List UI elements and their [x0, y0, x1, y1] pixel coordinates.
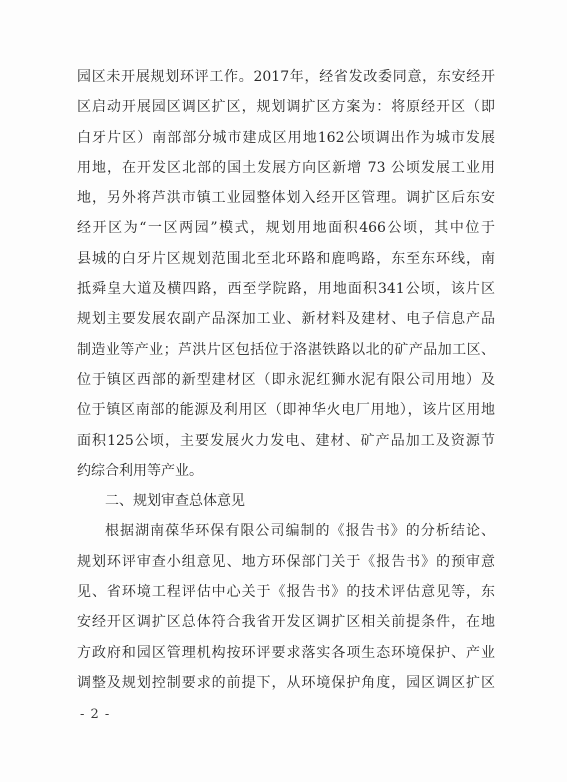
text-line: 地，另外将芦洪市镇工业园整体划入经开区管理。调扩区后东安: [77, 190, 495, 207]
text-line: 白牙片区）南部部分城市建成区用地162公顷调出作为城市发展: [77, 129, 495, 146]
text-line: 用地，在开发区北部的国土发展方向区新增 73 公顷发展工业用: [77, 159, 495, 176]
body-text: [77, 62, 495, 698]
text-line: 二、规划审查总体意见: [105, 493, 245, 510]
text-line: 方政府和园区管理机构按环评要求落实各项生态环境保护、产业: [77, 644, 495, 661]
text-line: 经开区为“一区两园”模式，规划用地面积466公顷，其中位于: [77, 220, 495, 237]
text-line: 规划主要发展农副产品深加工业、新材料及建材、电子信息产品: [77, 311, 495, 328]
text-line: 安经开区调扩区总体符合我省开发区调扩区相关前提条件，在地: [77, 614, 495, 631]
text-line: 制造业等产业；芦洪片区包括位于洛湛铁路以北的矿产品加工区、: [77, 341, 495, 358]
text-line: 园区未开展规划环评工作。2017年，经省发改委同意，东安经开: [77, 69, 495, 85]
text-line: 根据湖南葆华环保有限公司编制的《报告书》的分析结论、: [105, 523, 495, 540]
text-line: 见、省环境工程评估中心关于《报告书》的技术评估意见等，东: [77, 584, 495, 601]
text-line: 调整及规划控制要求的前提下，从环境保护角度，园区调区扩区: [77, 674, 495, 691]
text-line: 位于镇区南部的能源及利用区（即神华火电厂用地），该片区用地: [77, 402, 495, 419]
text-line: 规划环评审查小组意见、地方环保部门关于《报告书》的预审意: [77, 553, 495, 570]
text-line: 抵舜皇大道及横四路，西至学院路，用地面积341公顷，该片区: [77, 281, 495, 298]
text-line: 面积125公顷，主要发展火力发电、建材、矿产品加工及资源节: [77, 432, 495, 449]
text-line: 位于镇区西部的新型建材区（即永泥红狮水泥有限公司用地）及: [77, 371, 495, 388]
page-number: - 2 -: [80, 707, 111, 722]
text-line: 区启动开展园区调区扩区，规划调扩区方案为：将原经开区（即: [77, 99, 495, 116]
text-line: 县城的白牙片区规划范围北至北环路和鹿鸣路，东至东环线，南: [77, 250, 495, 267]
text-line: 约综合利用等产业。: [77, 462, 203, 479]
